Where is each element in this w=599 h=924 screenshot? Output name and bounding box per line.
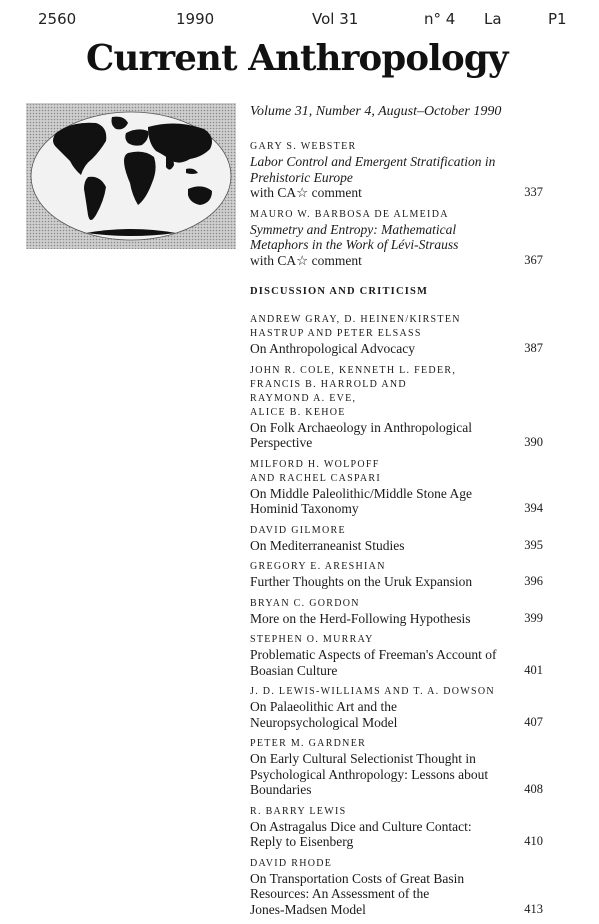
page-number: 407 (524, 714, 543, 729)
discussion-author: ANDREW GRAY, D. HEINEN/KIRSTEN (250, 314, 461, 325)
discussion-list (250, 313, 545, 917)
article-note: with CA☆ comment (250, 252, 362, 268)
page-number: 367 (524, 252, 543, 267)
discussion-author: J. D. LEWIS-WILLIAMS AND T. A. DOWSON (250, 686, 495, 697)
discussion-title-line: Boasian Culture (250, 662, 338, 678)
handwritten-note-2: 1990 (176, 10, 215, 28)
discussion-title-line: On Anthropological Advocacy (250, 341, 415, 356)
discussion-entry (250, 737, 545, 798)
article-title-line: Prehistoric Europe (250, 169, 353, 185)
page-number: 413 (524, 901, 543, 916)
page-number: 387 (524, 341, 543, 355)
discussion-author: AND RACHEL CASPARI (250, 472, 382, 484)
page-number: 410 (524, 834, 543, 848)
article-title-line: Symmetry and Entropy: Mathematical (250, 221, 457, 237)
discussion-author: PETER M. GARDNER (250, 738, 367, 749)
handwritten-note-6: P1 (548, 10, 567, 28)
discussion-title-line: Hominid Taxonomy (250, 501, 359, 516)
page-number: 408 (524, 782, 543, 796)
discussion-title-line: More on the Herd-Following Hypothesis (250, 610, 471, 626)
discussion-author: STEPHEN O. MURRAY (250, 634, 374, 645)
discussion-title-line: On Folk Archaeology in Anthropological (250, 419, 472, 435)
page-number: 395 (524, 537, 543, 552)
page-number: 396 (524, 574, 543, 588)
discussion-title-line: On Astragalus Dice and Culture Contact: (250, 818, 472, 834)
discussion-author: DAVID GILMORE (250, 524, 346, 536)
discussion-title-line: Boundaries (250, 782, 312, 797)
discussion-author: RAYMOND A. EVE, (250, 392, 357, 404)
discussion-author: R. BARRY LEWIS (250, 805, 347, 817)
discussion-title-line: On Early Cultural Selectionist Thought in (250, 751, 476, 766)
handwritten-note-1: 2560 (38, 10, 77, 28)
discussion-title-line: Further Thoughts on the Uruk Expansion (250, 574, 473, 589)
discussion-title-line: On Transportation Costs of Great Basin (250, 870, 465, 886)
discussion-author: MILFORD H. WOLPOFF (250, 458, 380, 470)
discussion-title-line: Reply to Eisenberg (250, 834, 354, 849)
article-note: with CA☆ comment (250, 185, 362, 200)
discussion-title-line: Jones-Madsen Model (250, 901, 366, 917)
page-number: 337 (524, 185, 543, 199)
discussion-title-line: On Mediterraneanist Studies (250, 537, 405, 553)
discussion-entry (250, 458, 545, 517)
discussion-entry (250, 805, 545, 850)
article-author: GARY S. WEBSTER (250, 141, 357, 152)
page-number: 399 (524, 610, 543, 625)
discussion-title-line: Resources: An Assessment of the (250, 886, 430, 901)
discussion-entry (250, 524, 545, 554)
article-entry (250, 208, 545, 269)
discussion-title-line: Perspective (250, 435, 313, 450)
page-number: 401 (524, 662, 543, 677)
discussion-title-line: Problematic Aspects of Freeman's Account of (250, 647, 497, 662)
discussion-author: BRYAN C. GORDON (250, 597, 360, 609)
discussion-entry (250, 364, 545, 451)
discussion-author: FRANCIS B. HARROLD AND (250, 378, 407, 390)
discussion-title-line: Neuropsychological Model (250, 714, 398, 730)
article-title-line: Labor Control and Emergent Stratification in (250, 154, 496, 169)
discussion-title-line: On Palaeolithic Art and the (250, 699, 397, 714)
issue-line: Volume 31, Number 4, August–October 1990 (250, 104, 502, 119)
table-of-contents (250, 104, 545, 924)
discussion-title-line: On Middle Paleolithic/Middle Stone Age (250, 485, 472, 501)
discussion-entry (250, 560, 545, 590)
page-number: 390 (524, 435, 543, 449)
discussion-entry (250, 857, 545, 918)
discussion-author: GREGORY E. ARESHIAN (250, 561, 386, 572)
discussion-author: JOHN R. COLE, KENNETH L. FEDER, (250, 364, 457, 376)
discussion-author: ALICE B. KEHOE (250, 406, 346, 418)
handwritten-note-3: Vol 31 (312, 10, 359, 28)
discussion-entry (250, 313, 545, 357)
discussion-title-line: Psychological Anthropology: Lessons about (250, 766, 489, 782)
article-entry (250, 140, 545, 201)
discussion-author: DAVID RHODE (250, 857, 333, 869)
discussion-entry (250, 633, 545, 678)
handwritten-note-5: La (484, 10, 502, 28)
discussion-entry (250, 685, 545, 730)
world-map-image (26, 103, 236, 249)
article-author: MAURO W. BARBOSA DE ALMEIDA (250, 208, 449, 220)
page-number: 394 (524, 501, 543, 515)
handwritten-note-4: n° 4 (424, 10, 456, 28)
article-title-line: Metaphors in the Work of Lévi-Strauss (250, 237, 459, 252)
section-heading: DISCUSSION AND CRITICISM (250, 286, 429, 297)
journal-title: Current Anthropology (86, 38, 508, 79)
discussion-entry (250, 597, 545, 627)
discussion-author: HASTRUP AND PETER ELSASS (250, 328, 422, 339)
